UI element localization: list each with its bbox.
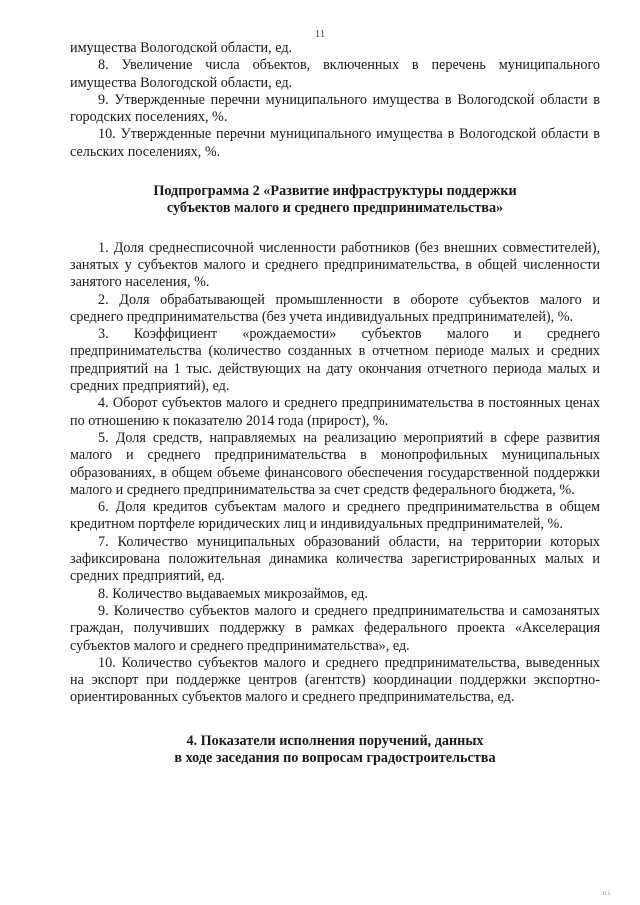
indicator-3: 3. Коэффициент «рождаемости» субъектов малого и среднего предпринимательства (количество созданных в отчетном периоде малых и средних предприятий на 1 тыс. действующих на дату окончания отчетного периода малых и средних предприятий), ед. — [70, 326, 600, 395]
indicator-1: 1. Доля среднесписочной численности работников (без внешних совместителей), занятых у субъектов малого и среднего предпринимательства, в общей численности занятого населения, %. — [70, 239, 600, 291]
indicator-8: 8. Количество выдаваемых микрозаймов, ед. — [98, 585, 368, 602]
paragraph-item-8: 8. Увеличение числа объектов, включенных в перечень муниципального имущества Вологодской области, ед. — [70, 57, 600, 91]
paragraph-intro-tail: имущества Вологодской области, ед. — [70, 40, 293, 56]
paragraph-item-10: 10. Утвержденные перечни муниципального имущества в Вологодской области в сельских поселениях, %. — [70, 126, 600, 160]
indicator-5: 5. Доля средств, направляемых на реализацию мероприятий в сфере развития малого и среднего предпринимательства в монопрофильных муниципальных образованиях, в общем объеме финансового обеспечения государственной поддержки малого и среднего предпринимательства за счет средств федерального бюджета, %. — [70, 429, 600, 498]
page-number: 11 — [314, 28, 326, 40]
section-heading-line-1: 4. Показатели исполнения поручений, данных — [186, 732, 484, 749]
indicator-10: 10. Количество субъектов малого и среднего предпринимательства, выведенных на экспорт при поддержке центров (агентств) координации поддержки экспортно-ориентированных субъектов малого и среднего предпринимательства, ед. — [70, 654, 600, 706]
subprogram-heading-line-1: Подпрограмма 2 «Развитие инфраструктуры поддержки — [153, 183, 517, 200]
indicator-4: 4. Оборот субъектов малого и среднего предпринимательства в постоянных ценах по отношению к показателю 2014 года (прирост), %. — [70, 395, 600, 429]
subprogram-heading-line-2: субъектов малого и среднего предпринимательства» — [166, 200, 504, 217]
indicator-7: 7. Количество муниципальных образований области, на территории которых зафиксирована положительная динамика количества зарегистрированных малых и средних предприятий, ед. — [70, 533, 600, 585]
footer-mark: n i — [602, 889, 610, 897]
subprogram-heading — [70, 183, 600, 218]
indicator-9: 9. Количество субъектов малого и среднего предпринимательства и самозанятых граждан, получивших поддержку в рамках федерального проекта «Акселерация субъектов малого и среднего предпринимательства», ед. — [70, 602, 600, 654]
section-heading-line-2: в ходе заседания по вопросам градостроительства — [174, 749, 496, 766]
document-body — [70, 40, 600, 767]
indicator-6: 6. Доля кредитов субъектам малого и среднего предпринимательства в общем кредитном портфеле юридических лиц и индивидуальных предпринимателей, %. — [70, 499, 600, 533]
indicator-2: 2. Доля обрабатывающей промышленности в обороте субъектов малого и среднего предпринимательства (без учета индивидуальных предпринимателей), %. — [70, 291, 600, 325]
section-heading — [70, 733, 600, 768]
paragraph-item-9: 9. Утвержденные перечни муниципального имущества в Вологодской области в городских поселениях, %. — [70, 91, 600, 126]
